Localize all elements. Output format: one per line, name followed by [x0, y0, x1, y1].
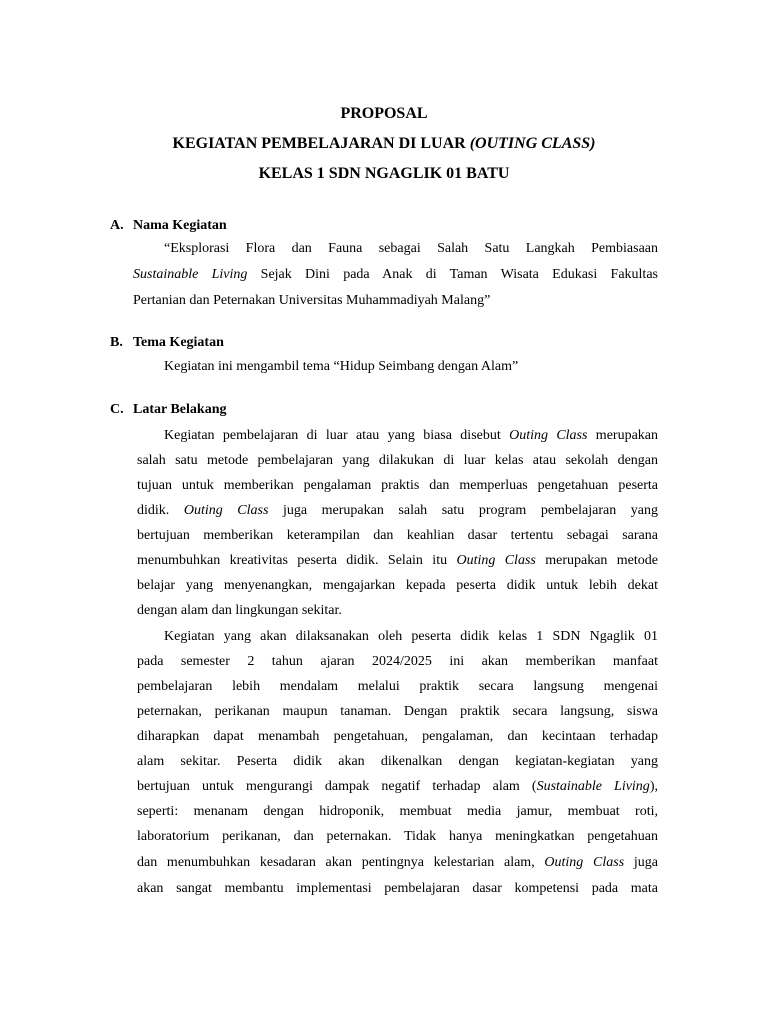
title-activity-text: KEGIATAN PEMBELAJARAN DI LUAR: [172, 135, 470, 152]
text: merupakan metode: [535, 553, 658, 568]
paragraph-line: Kegiatan yang akan dilaksanakan oleh peserta didik kelas 1 SDN Ngaglik 01: [164, 629, 658, 644]
italic-text: Outing Class: [183, 503, 269, 518]
section-a-line: Pertanian dan Peternakan Universitas Muhammadiyah Malang”: [133, 293, 491, 308]
section-a-text: Sejak Dini pada Anak di Taman Wisata Edukasi Fakultas: [247, 267, 658, 282]
italic-text: Outing Class: [544, 855, 625, 870]
text: bertujuan untuk mengurangi dampak negatif terhadap alam (: [137, 779, 537, 794]
section-a-letter: A.: [110, 218, 124, 233]
text: dan menumbuhkan kesadaran akan pentingnya kelestarian alam,: [137, 855, 545, 870]
paragraph-line: belajar yang menyenangkan, mengajarkan kepada peserta didik untuk lebih dekat: [137, 578, 658, 593]
paragraph-line: [137, 502, 658, 520]
text: merupakan: [587, 428, 658, 443]
text: menumbuhkan kreativitas peserta didik. Selain itu: [137, 553, 457, 568]
section-b-line: Kegiatan ini mengambil tema “Hidup Seimbang dengan Alam”: [164, 359, 519, 374]
text: didik.: [137, 503, 184, 518]
text: juga merupakan salah satu program pembelajaran yang: [268, 503, 659, 518]
paragraph-line: [137, 778, 658, 796]
section-a-text: “Eksplorasi Flora dan Fauna sebagai Salah Satu Langkah Pembiasaan: [164, 241, 658, 256]
italic-text: Outing Class: [456, 553, 536, 568]
section-a-line: [133, 266, 658, 284]
section-b-heading: [110, 334, 224, 352]
paragraph-line: diharapkan dapat menambah pengetahuan, pengalaman, dan kecintaan terhadap: [137, 729, 658, 744]
italic-text: Sustainable Living: [536, 779, 650, 794]
title-class: KELAS 1 SDN NGAGLIK 01 BATU: [258, 165, 510, 182]
title-activity: [0, 134, 768, 154]
paragraph-line: tujuan untuk memberikan pengalaman praktis dan memperluas pengetahuan peserta: [137, 478, 658, 493]
paragraph-line: pembelajaran lebih mendalam melalui praktik secara langsung mengenai: [137, 679, 658, 694]
text: Kegiatan pembelajaran di luar atau yang biasa disebut: [164, 428, 510, 443]
paragraph-line: peternakan, perikanan maupun tanaman. Dengan praktik secara langsung, siswa: [137, 704, 658, 719]
paragraph-line: dengan alam dan lingkungan sekitar.: [137, 603, 342, 618]
title-proposal: PROPOSAL: [340, 105, 428, 122]
paragraph-line: salah satu metode pembelajaran yang dilakukan di luar kelas atau sekolah dengan: [137, 453, 658, 468]
paragraph-line: pada semester 2 tahun ajaran 2024/2025 ini akan memberikan manfaat: [137, 654, 658, 669]
section-b-title: Tema Kegiatan: [133, 335, 224, 350]
title-activity-italic: (OUTING CLASS): [469, 135, 596, 152]
italic-text: Outing Class: [509, 428, 588, 443]
paragraph-line: [137, 854, 658, 872]
section-c-heading: [110, 401, 226, 419]
section-a-heading: [110, 217, 227, 235]
paragraph-line: [164, 427, 658, 445]
section-c-title: Latar Belakang: [133, 402, 227, 417]
section-a-italic: Sustainable Living: [133, 267, 248, 282]
paragraph-line: akan sangat membantu implementasi pembelajaran dasar kompetensi pada mata: [137, 881, 658, 896]
paragraph-line: laboratorium perikanan, dan peternakan. Tidak hanya meningkatkan pengetahuan: [137, 829, 658, 844]
paragraph-line: alam sekitar. Peserta didik akan dikenalkan dengan kegiatan-kegiatan yang: [137, 754, 658, 769]
paragraph-line: seperti: menanam dengan hidroponik, membuat media jamur, membuat roti,: [137, 804, 658, 819]
section-c-letter: C.: [110, 402, 124, 417]
paragraph-line: [137, 552, 658, 570]
section-a-line: [133, 240, 658, 258]
paragraph-line: bertujuan memberikan keterampilan dan keahlian dasar tertentu sebagai sarana: [137, 528, 658, 543]
section-b-letter: B.: [110, 335, 123, 350]
text: juga: [624, 855, 658, 870]
text: ),: [649, 779, 658, 794]
section-a-title: Nama Kegiatan: [133, 218, 227, 233]
